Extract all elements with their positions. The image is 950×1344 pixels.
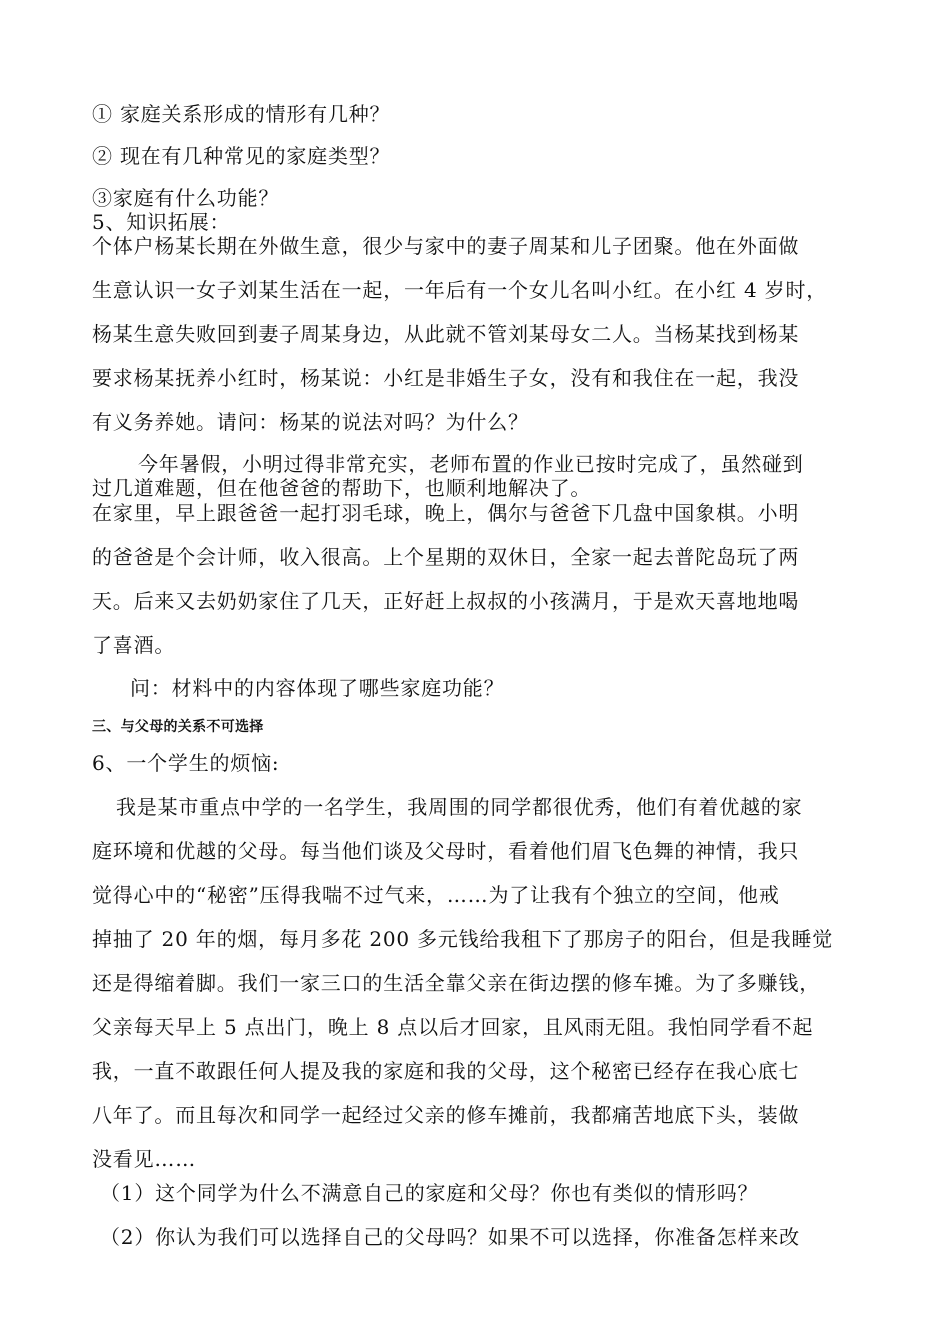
case1-line: 有义务养她。请问：杨某的说法对吗？为什么？ xyxy=(92,410,529,434)
story-line: 我是某市重点中学的一名学生，我周围的同学都很优秀，他们有着优越的家 xyxy=(116,795,803,819)
section-5-title: 5、知识拓展： xyxy=(92,210,231,234)
case1-line: 个体户杨某长期在外做生意，很少与家中的妻子周某和儿子团聚。他在外面做 xyxy=(92,234,800,258)
question-3: ③家庭有什么功能？ xyxy=(92,186,280,210)
story-line: 还是得缩着脚。我们一家三口的生活全靠父亲在街边摆的修车摊。为了多赚钱， xyxy=(92,971,820,995)
story-line: 掉抽了 20 年的烟，每月多花 200 多元钱给我租下了那房子的阳台，但是我睡觉 xyxy=(92,927,834,951)
story-line: 我，一直不敢跟任何人提及我的家庭和我的父母，这个秘密已经存在我心底七 xyxy=(92,1059,800,1083)
story-line: 父亲每天早上 5 点出门，晚上 8 点以后才回家，且风雨无阻。我怕同学看不起 xyxy=(92,1015,814,1039)
final-question-2: （2）你认为我们可以选择自己的父母吗？如果不可以选择，你准备怎样来改 xyxy=(100,1225,800,1249)
question-2: ② 现在有几种常见的家庭类型？ xyxy=(92,144,391,168)
question-1: ① 家庭关系形成的情形有几种？ xyxy=(92,102,391,126)
case2-line: 天。后来又去奶奶家住了几天，正好赶上叔叔的小孩满月，于是欢天喜地地喝 xyxy=(92,589,800,613)
case2-line: 今年暑假，小明过得非常充实，老师布置的作业已按时完成了，虽然碰到 xyxy=(138,452,804,476)
story-line: 没看见…… xyxy=(92,1147,196,1171)
case1-line: 杨某生意失败回到妻子周某身边，从此就不管刘某母女二人。当杨某找到杨某 xyxy=(92,322,800,346)
case2-line: 了喜酒。 xyxy=(92,633,176,657)
case2-question: 问：材料中的内容体现了哪些家庭功能？ xyxy=(130,676,505,700)
final-question-1: （1）这个同学为什么不满意自己的家庭和父母？你也有类似的情形吗？ xyxy=(100,1181,759,1205)
case2-line: 在家里，早上跟爸爸一起打羽毛球，晚上，偶尔与爸爸下几盘中国象棋。小明 xyxy=(92,501,800,525)
section-6-title: 6、一个学生的烦恼: xyxy=(92,751,280,775)
section-3-heading: 三、与父母的关系不可选择 xyxy=(92,719,264,735)
story-line: 八年了。而且每次和同学一起经过父亲的修车摊前，我都痛苦地底下头，装做 xyxy=(92,1103,800,1127)
case2-line: 过几道难题，但在他爸爸的帮助下，也顺利地解决了。 xyxy=(92,476,592,500)
story-line: 觉得心中的“秘密”压得我喘不过气来，……为了让我有个独立的空间，他戒 xyxy=(92,883,780,907)
case2-line: 的爸爸是个会计师，收入很高。上个星期的双休日，全家一起去普陀岛玩了两 xyxy=(92,545,800,569)
case1-line: 要求杨某抚养小红时，杨某说：小红是非婚生子女，没有和我住在一起，我没 xyxy=(92,366,800,390)
case1-line: 生意认识一女子刘某生活在一起，一年后有一个女儿名叫小红。在小红 4 岁时， xyxy=(92,278,828,302)
story-line: 庭环境和优越的父母。每当他们谈及父母时，看着他们眉飞色舞的神情，我只 xyxy=(92,839,800,863)
